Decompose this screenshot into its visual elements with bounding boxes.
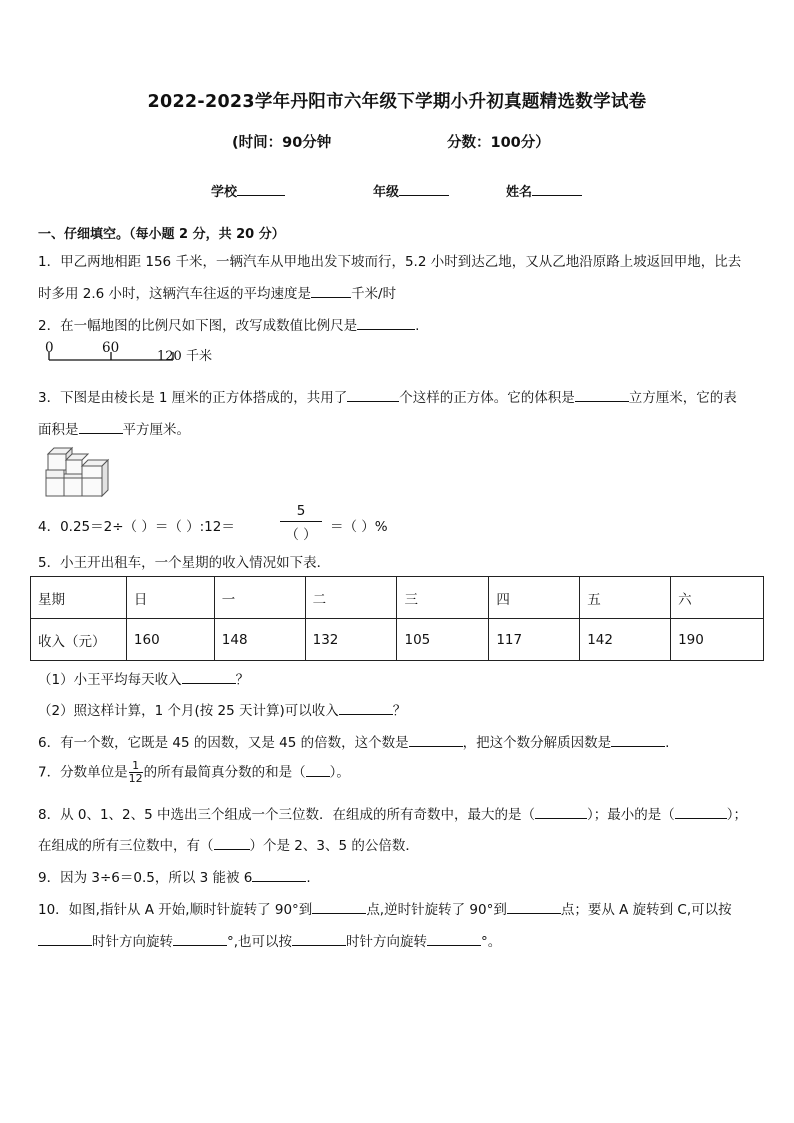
table-header-row <box>31 577 764 619</box>
q9-end: . <box>306 870 311 886</box>
q1-line2 <box>38 282 396 302</box>
q10-deg1-blank[interactable] <box>173 933 227 946</box>
q7-fraction <box>129 760 143 785</box>
value-cell: 142 <box>580 619 671 661</box>
school-label: 学校 <box>211 185 238 200</box>
q7-text-a: 7．分数单位是 <box>38 764 128 781</box>
q6-end: . <box>665 735 670 751</box>
table-row <box>31 619 764 661</box>
q4-numerator: 5 <box>296 503 306 519</box>
q10-text-a: 10．如图,指针从 A 开始,顺时针旋转了 90°到 <box>38 902 313 918</box>
q7-end: ）。 <box>329 764 350 781</box>
cube-stack-drawing <box>42 440 114 498</box>
header-cell: 星期 <box>31 577 127 619</box>
q6-text-a: 6．有一个数，它既是 45 的因数，又是 45 的倍数，这个数是 <box>38 735 409 751</box>
q4-text-a: 4．0.25＝2÷（ ）＝（ ）:12＝ <box>38 519 235 535</box>
name-label: 姓名 <box>506 185 533 200</box>
value-cell: 190 <box>671 619 764 661</box>
q8-text-a: 8．从 0、1、2、5 中选出三个组成一个三位数．在组成的所有奇数中，最大的是（ <box>38 807 536 823</box>
q10-text-c: 点；要从 A 旋转到 C,可以按 <box>560 902 732 918</box>
q1-text-b: 千米/时 <box>351 286 397 302</box>
q7-answer-blank[interactable] <box>306 764 330 777</box>
q8-line1 <box>38 803 747 823</box>
q6-factor-blank[interactable] <box>611 734 665 747</box>
header-cell: 二 <box>305 577 397 619</box>
q6-number-blank[interactable] <box>409 734 463 747</box>
q2-line <box>38 314 419 334</box>
q5-sub2-text: （2）照这样计算，1 个月(按 25 天计算)可以收入 <box>38 703 339 719</box>
q10-line1 <box>38 898 732 918</box>
q3-area-blank[interactable] <box>79 421 123 434</box>
header-cell: 六 <box>671 577 764 619</box>
q7-text-b: 的所有最简真分数的和是（ <box>143 764 306 781</box>
q3-line1 <box>38 386 737 406</box>
q5-sub1 <box>38 668 249 688</box>
q2-end: . <box>415 318 420 334</box>
q10-cw-blank[interactable] <box>312 901 366 914</box>
q5-sub1-end: ？ <box>235 672 250 688</box>
q10-text-b: 点,逆时针旋转了 90°到 <box>366 902 507 918</box>
q10-text-e: °,也可以按 <box>227 934 293 950</box>
q4-line <box>38 515 235 535</box>
q3-line2 <box>38 418 190 438</box>
exam-time: (时间：90分钟 <box>232 135 332 151</box>
income-table <box>30 576 764 661</box>
q6-line <box>38 731 669 751</box>
q8-max-blank[interactable] <box>535 806 587 819</box>
q4-denominator[interactable]: （ ） <box>285 527 317 543</box>
q3-text-d: 面积是 <box>38 422 79 438</box>
q3-count-blank[interactable] <box>347 389 399 402</box>
q5-intro: 5．小王开出租车，一个星期的收入情况如下表． <box>38 555 331 571</box>
q5-sub2-end: ？ <box>392 703 407 719</box>
scale-tick-60: 60 <box>102 340 120 356</box>
grade-label: 年级 <box>373 185 400 200</box>
q3-volume-blank[interactable] <box>575 389 629 402</box>
q4-text-b: ＝（ ）% <box>330 519 388 535</box>
q1-line1: 1．甲乙两地相距 156 千米，一辆汽车从甲地出发下坡而行，5.2 小时到达乙地，又从乙地沿原路上坡返回甲地，比去 <box>38 254 742 270</box>
page-title: 2022-2023学年丹阳市六年级下学期小升初真题精选数学试卷 <box>147 92 647 112</box>
q9-text: 9．因为 3÷6＝0.5，所以 3 能被 6 <box>38 870 253 886</box>
q10-line2 <box>38 930 501 950</box>
q4-fraction <box>280 503 322 543</box>
q5-sub1-blank[interactable] <box>182 671 236 684</box>
q7-numerator: 1 <box>129 760 143 773</box>
map-scale-figure <box>40 338 230 364</box>
q10-ccw-blank[interactable] <box>507 901 561 914</box>
q2-text: 2．在一幅地图的比例尺如下图，改写成数值比例尺是 <box>38 318 358 334</box>
header-cell: 一 <box>214 577 305 619</box>
row-label-cell: 收入（元） <box>31 619 127 661</box>
q8-text-e: ）个是 2、3、5 的公倍数． <box>249 838 419 854</box>
q8-line2 <box>38 834 419 854</box>
header-cell: 四 <box>489 577 580 619</box>
q5-sub1-text: （1）小王平均每天收入 <box>38 672 182 688</box>
q1-text-a: 时多用 2.6 小时，这辆汽车往返的平均速度是 <box>38 286 312 302</box>
value-cell: 105 <box>397 619 489 661</box>
q3-text-e: 平方厘米。 <box>122 422 190 438</box>
section-heading: 一、仔细填空。（每小题 2 分，共 20 分） <box>38 227 285 242</box>
header-cell: 五 <box>580 577 671 619</box>
scale-tick-0: 0 <box>45 340 54 356</box>
q10-text-f: 时针方向旋转 <box>346 934 428 950</box>
value-cell: 148 <box>214 619 305 661</box>
q8-count-blank[interactable] <box>214 837 250 850</box>
name-blank[interactable] <box>532 182 582 196</box>
q2-answer-blank[interactable] <box>357 317 415 330</box>
q3-text-b: 个这样的正方体。它的体积是 <box>399 390 575 406</box>
school-field <box>211 181 285 200</box>
scale-tick-120: 120 千米 <box>157 349 212 364</box>
q7-denominator: 12 <box>128 772 143 785</box>
q9-answer-blank[interactable] <box>252 869 306 882</box>
q4-line-end <box>330 515 388 535</box>
value-cell: 117 <box>489 619 580 661</box>
header-cell: 日 <box>126 577 214 619</box>
q5-sub2 <box>38 699 406 719</box>
q1-answer-blank[interactable] <box>311 285 351 298</box>
q5-sub2-blank[interactable] <box>339 702 393 715</box>
q3-text-c: 立方厘米，它的表 <box>628 390 737 406</box>
grade-field <box>373 181 449 200</box>
name-field <box>506 181 582 200</box>
q8-min-blank[interactable] <box>675 806 727 819</box>
value-cell: 132 <box>305 619 397 661</box>
q10-dir1-blank[interactable] <box>38 933 92 946</box>
school-blank[interactable] <box>237 182 285 196</box>
header-cell: 三 <box>397 577 489 619</box>
exam-score: 分数：100分） <box>447 135 550 151</box>
q10-end: °。 <box>481 934 502 950</box>
fraction-bar <box>280 521 322 522</box>
q6-text-b: ，把这个数分解质因数是 <box>462 735 612 751</box>
q10-dir2-blank[interactable] <box>292 933 346 946</box>
q8-text-b: ）；最小的是（ <box>587 807 675 823</box>
grade-blank[interactable] <box>399 182 449 196</box>
q8-text-c: ）； <box>726 807 748 823</box>
value-cell: 160 <box>126 619 214 661</box>
q7-line <box>38 760 350 785</box>
q9-line <box>38 866 311 886</box>
q10-deg2-blank[interactable] <box>427 933 481 946</box>
q3-text-a: 3．下图是由棱长是 1 厘米的正方体搭成的，共用了 <box>38 390 348 406</box>
cube-stack-figure <box>42 440 114 498</box>
q8-text-d: 在组成的所有三位数中，有（ <box>38 838 214 854</box>
q10-text-d: 时针方向旋转 <box>92 934 173 950</box>
